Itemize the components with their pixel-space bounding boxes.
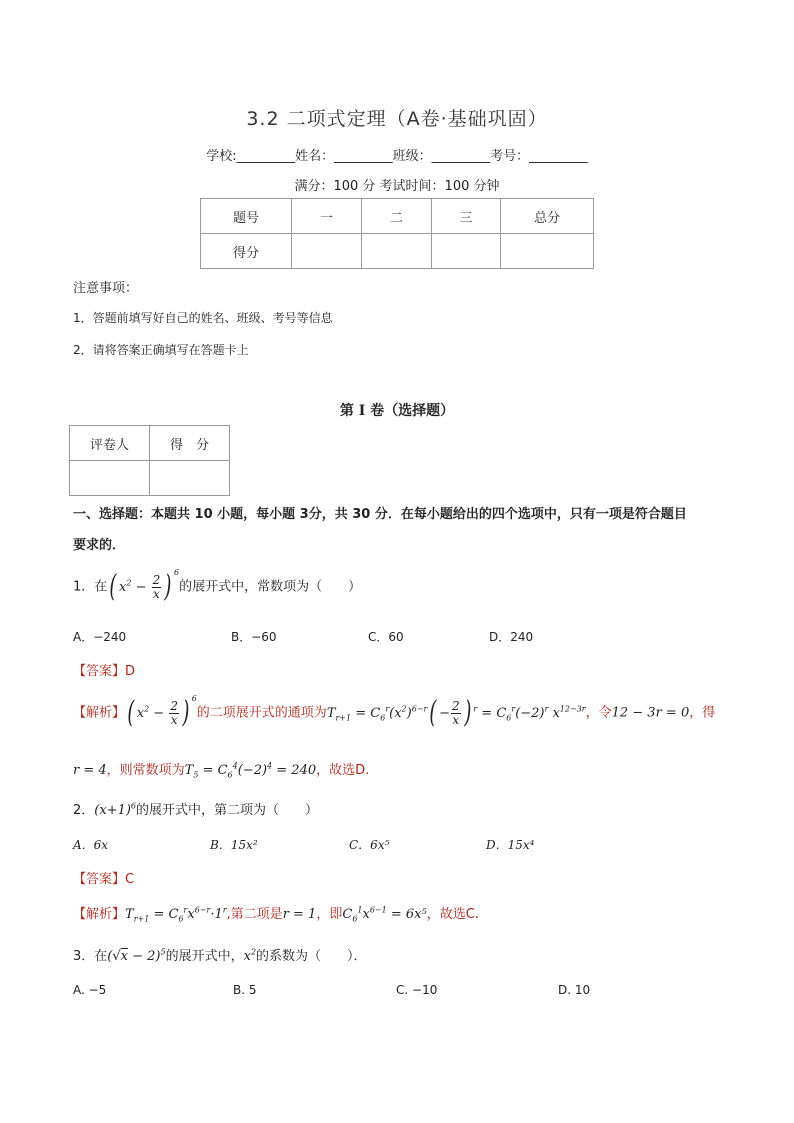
- question-number: 1．: [73, 579, 95, 595]
- formula-binomial: ( $x^2$ − $\frac{2}{x}$ ) $^6$: [109, 568, 180, 604]
- grader-blank-cell[interactable]: [70, 461, 150, 496]
- grader-score-header: 得 分: [150, 426, 230, 461]
- formula-result: = 6x⁵: [390, 907, 427, 922]
- score-header-cell: 题号: [201, 199, 292, 234]
- question-stem: 的展开式中，常数项为（ ）: [179, 579, 362, 595]
- section-instructions-cont: 要求的．: [73, 538, 126, 553]
- analysis-text: ,第二项是: [226, 907, 283, 922]
- option-c[interactable]: C．60: [368, 630, 404, 644]
- question-1: [73, 568, 362, 604]
- score-table-header-row: [201, 199, 594, 234]
- option-a[interactable]: A. −5: [73, 983, 107, 997]
- option-d[interactable]: D．240: [489, 630, 534, 644]
- score-header-cell: 一: [292, 199, 362, 234]
- formula-condition: 12 − 3r = 0: [611, 705, 690, 721]
- score-header-cell: 三: [432, 199, 501, 234]
- question-stem: 的展开式中，: [165, 949, 244, 964]
- analysis-text: ，故选: [426, 907, 466, 922]
- formula-result: = 240: [276, 763, 317, 778]
- answer-label: 【答案】: [73, 872, 126, 887]
- analysis-text: ，得: [689, 705, 716, 721]
- section-instructions: 一、选择题：本题共 10 小题，每小题 3分，共 30 分．在每小题给出的四个选项中，只有一项是符合题目: [73, 507, 687, 522]
- question-prefix: 在: [94, 949, 108, 964]
- analysis-2: [73, 903, 479, 924]
- formula-sqrt-binomial: $(√x - 2)^5$: [107, 947, 166, 964]
- grader-header: 评卷人: [70, 426, 150, 461]
- analysis-1: [73, 694, 716, 730]
- option-d[interactable]: D．15x⁴: [486, 838, 535, 852]
- score-blank-cell[interactable]: [292, 234, 362, 269]
- score-blank-cell[interactable]: [362, 234, 432, 269]
- option-b[interactable]: B．−60: [231, 630, 277, 644]
- analysis-text: ，令: [585, 705, 612, 721]
- student-info-line: 学校:_________姓名：_________班级：_________考号：_________: [206, 149, 588, 164]
- answer-1: [73, 660, 135, 679]
- analysis-label: 【解析】: [73, 705, 126, 721]
- analysis-choice: D.: [355, 763, 370, 778]
- score-blank-cell[interactable]: [501, 234, 594, 269]
- score-header-cell: 二: [362, 199, 432, 234]
- score-table-score-row: [201, 234, 594, 269]
- question-stem: 的展开式中，第二项为（ ）: [136, 803, 319, 818]
- analysis-text: ，即: [316, 907, 343, 922]
- formula-binomial-repeat: ( $x^2$ − $\frac{2}{x}$ ) $^6$: [127, 694, 197, 730]
- formula-general-term-2: $T_{r+1} = C_6^rx^{6-r}\cdot 1^r$: [125, 905, 227, 924]
- analysis-label: 【解析】: [73, 907, 126, 922]
- formula-second-term: $C_6^1x^{6-1}$: [342, 905, 387, 924]
- analysis-text: ，则常数项为: [106, 763, 185, 778]
- option-c[interactable]: C. −10: [396, 983, 438, 997]
- question-number: 3．: [73, 949, 95, 964]
- score-table: [200, 198, 594, 269]
- option-c[interactable]: C．6x⁵: [349, 838, 390, 852]
- answer-value: D: [125, 664, 136, 679]
- page-title: 3.2 二项式定理（A卷·基础巩固）: [246, 108, 548, 130]
- grader-blank-cell[interactable]: [150, 461, 230, 496]
- notes-heading: 注意事项：: [73, 281, 139, 296]
- exam-meta-line: 满分：100 分 考试时间：100 分钟: [294, 179, 500, 194]
- answer-value: C: [125, 872, 135, 887]
- formula-x-squared: $x^2$: [243, 947, 257, 964]
- option-a[interactable]: A．6x: [73, 838, 109, 852]
- analysis-text: 的二项展开式的通项为: [196, 705, 327, 721]
- question-prefix: 在: [94, 579, 108, 595]
- score-header-cell: 总分: [501, 199, 594, 234]
- question-stem-end: 的系数为（ ）．: [256, 949, 367, 964]
- score-row-label: 得分: [201, 234, 292, 269]
- formula-binomial-2: $(x+1)^6$: [94, 801, 137, 818]
- section-title: 第 I 卷（选择题）: [339, 403, 455, 419]
- grader-table: [69, 425, 230, 496]
- option-b[interactable]: B．15x²: [210, 838, 258, 852]
- formula-constant-term: $T_5 = C_6^4(-2)^4$: [184, 761, 273, 780]
- analysis-text: ，故选: [316, 763, 356, 778]
- formula-r-value: r = 1: [282, 907, 317, 922]
- question-number: 2．: [73, 803, 95, 818]
- formula-general-term: $T_{r+1} = C_6^r(x^2)^{6-r}$( − $\frac{2}{x}$ ) $^r = C_6^r(-2)^r$ $x^{12-3r}$: [326, 695, 586, 730]
- question-3: [73, 945, 367, 964]
- note-item: 2．请将答案正确填写在答题卡上: [73, 343, 249, 357]
- analysis-choice: C.: [465, 907, 479, 922]
- option-a[interactable]: A．−240: [73, 630, 127, 644]
- option-d[interactable]: D. 10: [558, 983, 591, 997]
- score-blank-cell[interactable]: [432, 234, 501, 269]
- answer-2: [73, 868, 134, 887]
- formula-r-value: r = 4: [73, 763, 107, 778]
- note-item: 1．答题前填写好自己的姓名、班级、考号等信息: [73, 311, 333, 325]
- question-2: [73, 799, 318, 818]
- answer-label: 【答案】: [73, 664, 126, 679]
- analysis-1-line2: [73, 759, 369, 780]
- option-b[interactable]: B. 5: [233, 983, 257, 997]
